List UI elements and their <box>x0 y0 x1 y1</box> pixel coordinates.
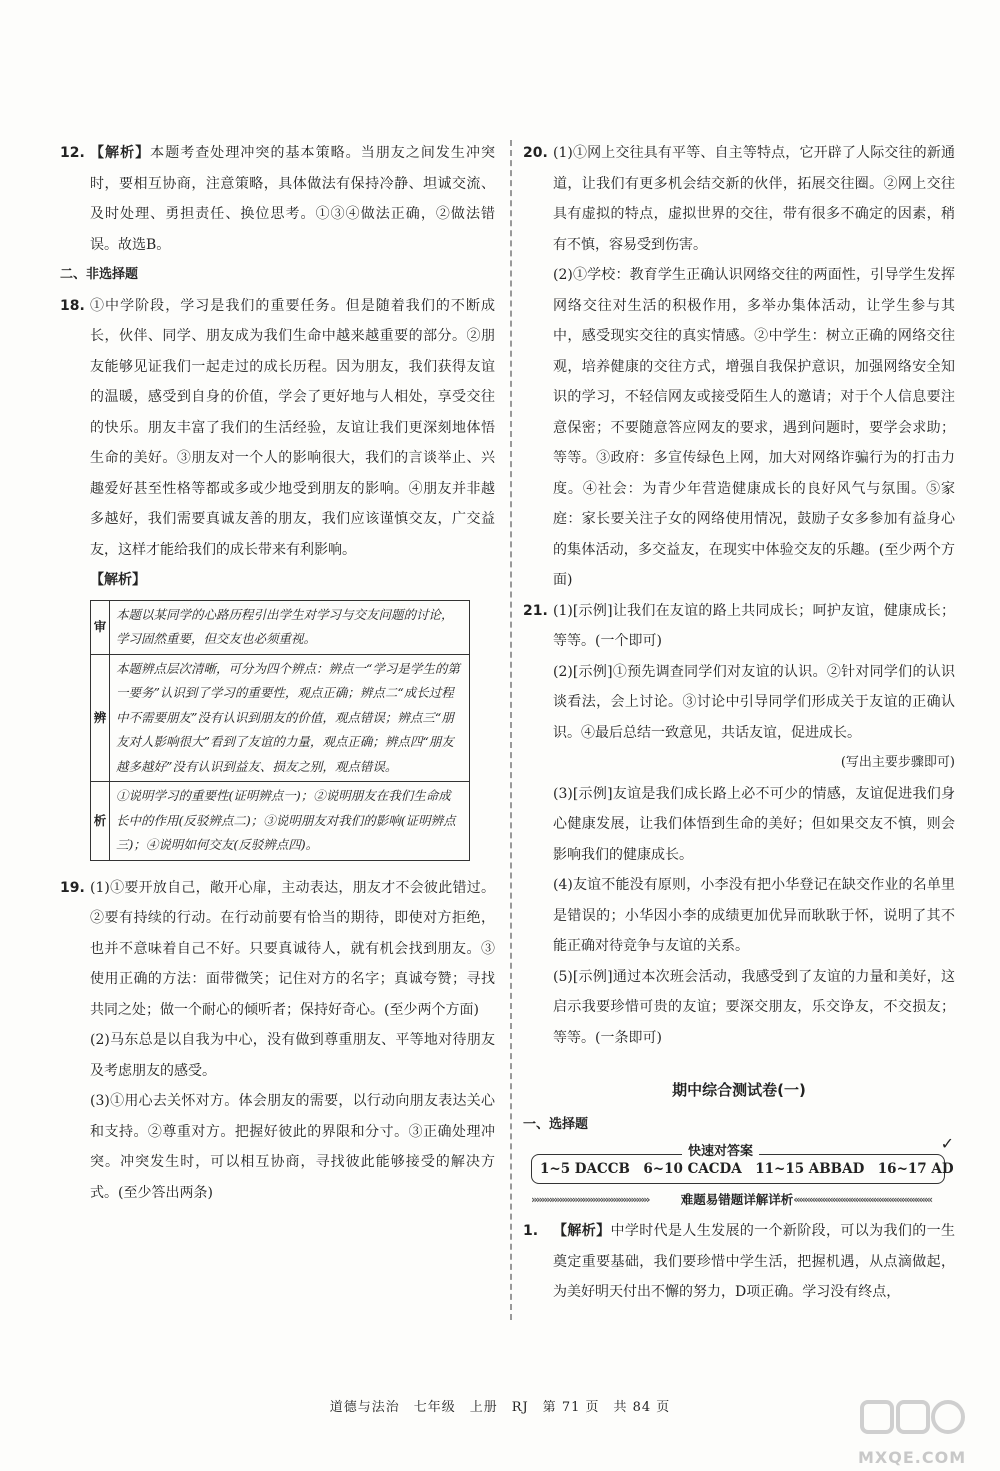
question-1 <box>523 1216 955 1308</box>
question-21 <box>523 596 955 657</box>
right-column <box>523 138 955 1308</box>
analysis-label: 【解析】 <box>90 572 146 588</box>
question-18 <box>60 291 495 566</box>
explanation-title: 难题易错题详解详析 <box>680 1192 794 1207</box>
detailed-explanation-banner <box>531 1188 943 1212</box>
row-text: 本题辨点层次清晰，可分为四个辨点：辨点一“学习是学生的第一要务”认识到了学习的重要性，观点正确；辨点二“成长过程中不需要朋友”没有认识到朋友的价值，观点错误；辨点三“朋友对人影响很大”看到了友谊的力量，观点正确；辨点四“朋友越多越好”没有认识到益友、损友之别，观点错误。 <box>110 654 470 782</box>
exam-title: 期中综合测试卷(一) <box>672 1081 806 1099</box>
question-19 <box>60 873 495 1026</box>
question-number: 1. <box>523 1223 539 1239</box>
row-head: 审 <box>91 600 110 654</box>
quick-answer-title: 快速对答案 <box>682 1143 759 1161</box>
table-row <box>91 782 470 861</box>
question-number: 21. <box>523 602 548 619</box>
question-number: 19. <box>60 879 85 896</box>
answer-part-3: (3)①用心去关怀对方。体会朋友的需要，以行动向朋友表达关心和支持。②尊重对方。把握好彼此的界限和分寸。③正确处理冲突。冲突发生时，可以相互协商，寻找彼此能够接受的解决方式。(至少答出两条) <box>90 1093 495 1201</box>
analysis-tag: 【解析】 <box>90 145 151 161</box>
analysis-text: 本题考查处理冲突的基本策略。当朋友之间发生冲突时，要相互协商，注意策略，具体做法有保持冷静、坦诚交流、及时处理、勇担责任、换位思考。①③④做法正确，②做法错误。故选B。 <box>90 145 496 253</box>
answer-part-1: (1)①网上交往具有平等、自主等特点，它开辟了人际交往的新通道，让我们有更多机会结交新的伙伴，拓展交往圈。②网上交往具有虚拟的特点，虚拟世界的交往，带有很多不确定的因素，稍有不慎，容易受到伤害。 <box>553 145 955 253</box>
answer-note: (写出主要步骤即可) <box>840 755 955 770</box>
answer-part-2: (2)①学校：教育学生正确认识网络交往的两面性，引导学生发挥网络交往对生活的积极作用，多举办集体活动，让学生参与其中，感受现实交往的真实情感。②中学生：树立正确的网络交往观，培养健康的交往方式，增强自我保护意识，加强网络安全知识的学习，不轻信网友或接受陌生人的邀请；对于个人信息要注意保密；不要随意答应网友的要求，遇到问题时，要学会求助；等等。③政府：多宣传绿色上网，加大对网络诈骗行为的打击力度。④社会：为青少年营造健康成长的良好风气与氛围。⑤家庭：家长要关注子女的网络使用情况，鼓励子女多参加有益身心的集体活动，多交益友，在现实中体验交友的乐趣。(至少两个方面) <box>553 267 955 588</box>
watermark-text: MXQE.COM <box>858 1448 967 1467</box>
section-heading: 一、选择题 <box>523 1116 589 1132</box>
table-row <box>91 600 470 654</box>
answer-text: ①中学阶段，学习是我们的重要任务。但是随着我们的不断成长，伙伴、同学、朋友成为我们生命中越来越重要的部分。②朋友能够见证我们一起走过的成长历程。因为朋友，我们获得友谊的温暖，感受到自身的价值，学会了更好地与人相处，享受交往的快乐。朋友丰富了我们的生活经验，友谊让我们更深刻地体悟生命的美好。③朋友对一个人的影响很大，我们的言谈举止、兴趣爱好甚至性格等都或多或少地受到朋友的影响。④朋友并非越多越好，我们需要真诚友善的朋友，我们应该谨慎交友，广交益友，这样才能给我们的成长带来有利影响。 <box>90 297 495 558</box>
answer-part-3: (3)[示例]友谊是我们成长路上必不可少的情感，友谊促进我们身心健康发展，让我们体悟到生命的美好；但如果交友不慎，则会影响我们的健康成长。 <box>553 785 955 863</box>
row-head: 辨 <box>91 654 110 782</box>
left-column <box>60 138 495 1208</box>
analysis-text: 中学时代是人生发展的一个新阶段，可以为我们的一生奠定重要基础，我们要珍惜中学生活，把握机遇，从点滴做起，为美好明天付出不懈的努力，D项正确。学习没有终点， <box>553 1223 956 1300</box>
answer-part-1: (1)[示例]让我们在友谊的路上共同成长；呵护友谊，健康成长；等等。(一个即可) <box>553 602 955 649</box>
question-text <box>90 138 495 260</box>
page-footer: 道德与法治 七年级 上册 RJ 第 71 页 共 84 页 <box>329 1400 671 1415</box>
question-number: 12. <box>60 145 85 161</box>
section-heading: 二、非选择题 <box>60 267 139 282</box>
checkmark-icon: ✓ <box>940 1134 954 1153</box>
answer-part-5: (5)[示例]通过本次班会活动，我感受到了友谊的力量和美好，这启示我要珍惜可贵的友谊；要深交朋友，乐交诤友，不交损友；等等。(一条即可) <box>553 968 955 1046</box>
question-text <box>553 1216 955 1308</box>
answer-part-2: (2)[示例]①预先调查同学们对友谊的认识。②针对同学们的认识谈看法，会上讨论。③讨论中引导同学们形成关于友谊的正确认识。④最后总结一致意见，共话友谊，促进成长。 <box>553 663 955 741</box>
row-text: ①说明学习的重要性(证明辨点一)；②说明朋友在我们生命成长中的作用(反驳辨点二)；③说明朋友对我们的影响(证明辨点三)；④说明如何交友(反驳辨点四)。 <box>110 782 470 861</box>
table-row <box>91 654 470 782</box>
question-number: 20. <box>523 145 548 161</box>
column-divider <box>510 140 512 1320</box>
question-20 <box>523 138 955 260</box>
answer-part-4: (4)友谊不能没有原则，小李没有把小华登记在缺交作业的名单里是错误的；小华因小李的成绩更加优异而耿耿于怀，说明了其不能正确对待竞争与友谊的关系。 <box>553 877 955 954</box>
question-number: 18. <box>60 297 85 314</box>
analysis-table <box>90 600 470 861</box>
row-head: 析 <box>91 782 110 861</box>
question-12 <box>60 138 495 260</box>
quick-answer-list: 1~5 DACCB 6~10 CACDA 11~15 ABBAD 16~17 AD <box>540 1161 954 1177</box>
quick-answer-box <box>531 1134 954 1184</box>
analysis-tag: 【解析】 <box>553 1223 611 1239</box>
watermark-logo-icon <box>858 1396 968 1456</box>
left-arrows-icon: »»»»»»»»»»»»»»»»»»»»»»» <box>531 1193 649 1206</box>
answer-part-1: (1)①要开放自己，敞开心扉，主动表达，朋友才不会彼此错过。②要有持续的行动。在行动前要有恰当的期待，即使对方拒绝，也并不意味着自己不好。只要真诚待人，就有机会找到朋友。③使用正确的方法：面带微笑；记住对方的名字；真诚夸赞；寻找共同之处；做一个耐心的倾听者；保持好奇心。(至少两个方面) <box>90 879 495 1018</box>
right-arrows-icon: ««««««««««««««««««««««««««« <box>793 1193 932 1206</box>
answer-part-2: (2)马东总是以自我为中心，没有做到尊重朋友、平等地对待朋友及考虑朋友的感受。 <box>90 1032 495 1079</box>
row-text: 本题以某同学的心路历程引出学生对学习与交友问题的讨论，学习固然重要，但交友也必须重视。 <box>110 600 470 654</box>
